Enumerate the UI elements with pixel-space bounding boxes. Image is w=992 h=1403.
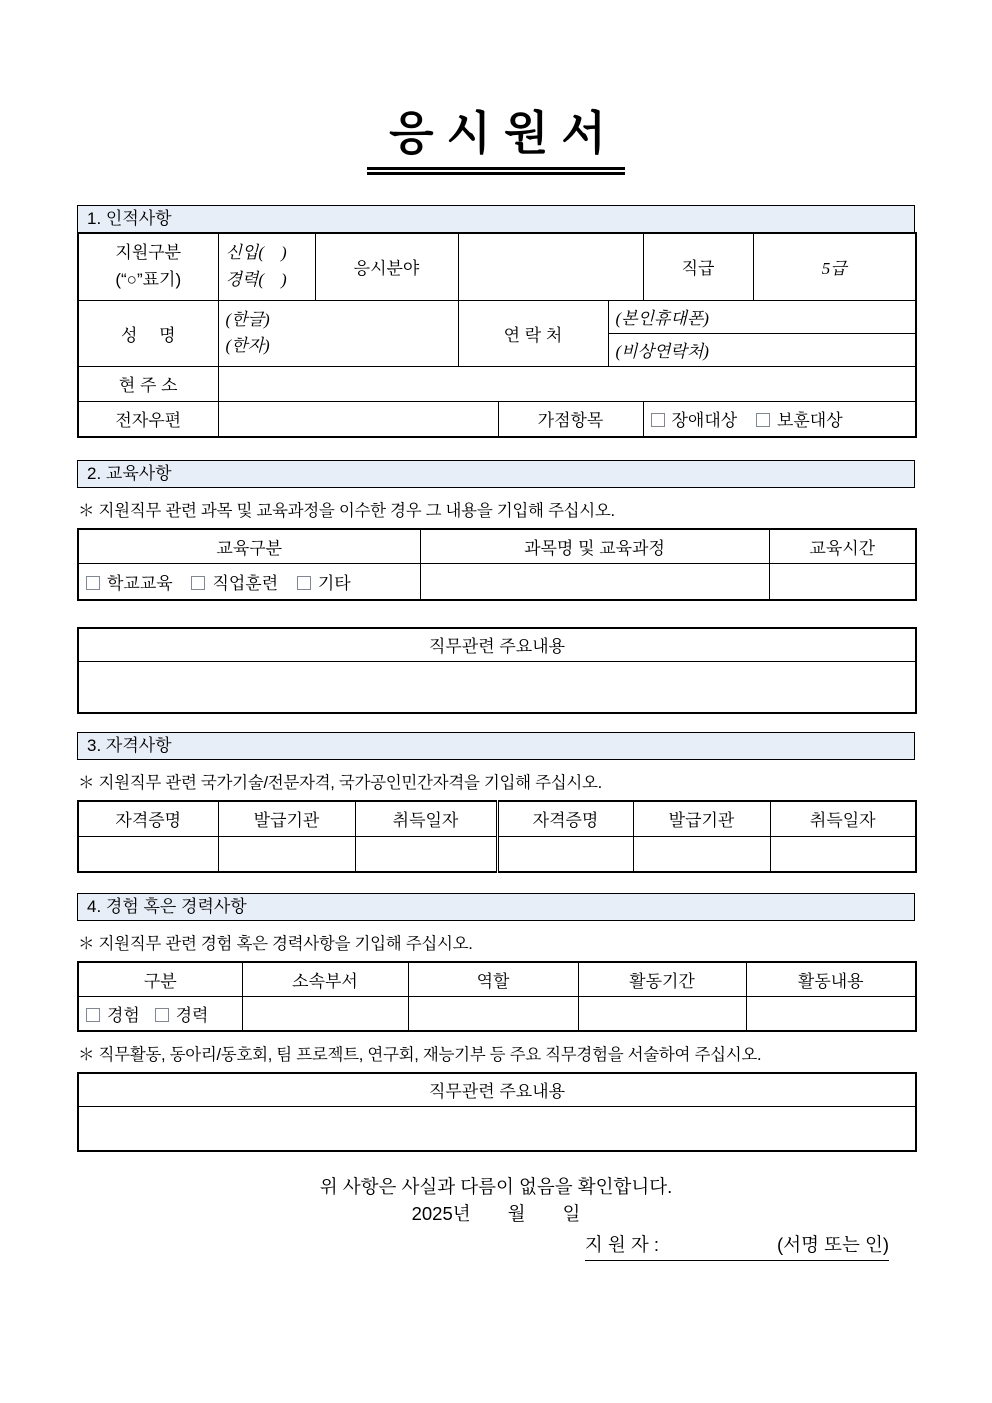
qualification-date-input-2[interactable] <box>770 836 916 872</box>
bonus-options-cell <box>643 401 916 437</box>
footer <box>77 1174 915 1262</box>
qualification-cert-input-2[interactable] <box>497 836 633 872</box>
grade-label: 직급 <box>643 233 753 301</box>
experience-col-role: 역할 <box>408 962 578 997</box>
name-label: 성 명 <box>78 300 218 366</box>
experience-summary-input-cell[interactable] <box>78 1106 916 1151</box>
applicant-label: 지 원 자 : <box>584 1234 660 1256</box>
email-label: 전자우편 <box>78 401 218 437</box>
personal-info-table <box>77 232 917 438</box>
education-col-hours: 교육시간 <box>769 529 916 564</box>
experience-role-input[interactable] <box>408 996 578 1031</box>
confirmation-text: 위 사항은 사실과 다름이 없음을 확인합니다. <box>319 1175 673 1197</box>
education-option-other <box>297 574 351 593</box>
apply-type-label: 지원구분 (“○”표기) <box>78 233 218 301</box>
qualification-date-input-1[interactable] <box>355 836 497 872</box>
qualification-issuer-input-1[interactable] <box>218 836 355 872</box>
contact-label: 연 락 처 <box>458 300 608 366</box>
education-course-input-cell[interactable] <box>420 563 769 600</box>
qualification-col-cert-1: 자격증명 <box>78 801 218 837</box>
education-summary-box <box>77 627 917 714</box>
education-option-school <box>86 574 173 593</box>
qualification-issuer-input-2[interactable] <box>633 836 770 872</box>
vocational-training-label: 직업훈련 <box>212 573 279 593</box>
bonus-option-veteran <box>756 411 843 430</box>
experience-col-type: 구분 <box>78 962 242 997</box>
field-label: 응시분야 <box>315 233 458 301</box>
experience-period-input[interactable] <box>578 996 746 1031</box>
other-education-checkbox[interactable] <box>297 576 311 590</box>
disability-label: 장애대상 <box>671 411 738 431</box>
signature-note: (서명 또는 인) <box>777 1234 889 1256</box>
education-col-course: 과목명 및 교육과정 <box>420 529 769 564</box>
section-header-education: 2. 교육사항 <box>77 460 915 488</box>
experience-table <box>77 961 917 1032</box>
education-table <box>77 528 917 601</box>
education-type-options-cell <box>78 563 420 600</box>
signature-row <box>77 1231 915 1261</box>
section-header-qualification: 3. 자격사항 <box>77 732 915 760</box>
contact-mobile-cell[interactable]: (본인휴대폰) <box>608 300 916 333</box>
experience-col-detail: 활동내용 <box>746 962 916 997</box>
name-hangul-label: (한글) <box>225 309 270 329</box>
education-summary-title: 직무관련 주요내용 <box>78 628 916 662</box>
contact-emergency-cell[interactable]: (비상연락처) <box>608 333 916 366</box>
disability-checkbox[interactable] <box>651 413 665 427</box>
qualification-col-issuer-1: 발급기관 <box>218 801 355 837</box>
signature-line <box>585 1231 889 1261</box>
qualification-cert-input-1[interactable] <box>78 836 218 872</box>
school-education-checkbox[interactable] <box>86 576 100 590</box>
address-input-cell[interactable] <box>218 366 916 401</box>
career-label: 경력 <box>175 1005 209 1025</box>
page-title-text: 응시원서 <box>367 106 625 175</box>
career-checkbox[interactable] <box>155 1008 169 1022</box>
qualification-note: ＊ 지원직무 관련 국가기술/전문자격, 국가공인민간자격을 기입해 주십시오. <box>78 773 602 792</box>
date-line: 2025년 월 일 <box>411 1202 581 1224</box>
section-header-experience: 4. 경험 혹은 경력사항 <box>77 893 915 921</box>
qualification-table <box>77 800 917 873</box>
veteran-label: 보훈대상 <box>776 411 843 431</box>
qualification-col-date-2: 취득일자 <box>770 801 916 837</box>
experience-label: 경험 <box>107 1005 140 1025</box>
experience-summary-box <box>77 1072 917 1152</box>
address-label: 현 주 소 <box>78 366 218 401</box>
experience-type-options-cell <box>78 996 242 1031</box>
field-input-cell[interactable] <box>458 233 643 301</box>
education-hours-input-cell[interactable] <box>769 563 916 600</box>
bonus-label: 가점항목 <box>498 401 643 437</box>
education-col-type: 교육구분 <box>78 529 420 564</box>
education-summary-input-cell[interactable] <box>78 661 916 713</box>
bonus-option-disability <box>651 411 738 430</box>
education-option-vocational <box>191 574 278 593</box>
section-header-personal: 1. 인적사항 <box>77 205 915 233</box>
qualification-col-issuer-2: 발급기관 <box>633 801 770 837</box>
school-education-label: 학교교육 <box>107 573 173 593</box>
experience-col-period: 활동기간 <box>578 962 746 997</box>
experience-note2: ＊ 직무활동, 동아리/동호회, 팀 프로젝트, 연구회, 재능기부 등 주요 직무경험을 서술하여 주십시오. <box>78 1045 762 1064</box>
education-note: ＊ 지원직무 관련 과목 및 교육과정을 이수한 경우 그 내용을 기입해 주십시오. <box>78 501 615 520</box>
grade-value: 5급 <box>753 233 916 301</box>
experience-option-career <box>155 1006 209 1025</box>
name-input-cell[interactable] <box>218 300 458 366</box>
veteran-checkbox[interactable] <box>756 413 770 427</box>
experience-detail-input[interactable] <box>746 996 916 1031</box>
experience-note: ＊ 지원직무 관련 경험 혹은 경력사항을 기입해 주십시오. <box>78 934 473 953</box>
experience-col-department: 소속부서 <box>242 962 408 997</box>
experience-summary-title: 직무관련 주요내용 <box>78 1073 916 1107</box>
qualification-col-cert-2: 자격증명 <box>497 801 633 837</box>
apply-type-options[interactable]: 신입( ) 경력( ) <box>218 233 315 301</box>
vocational-training-checkbox[interactable] <box>191 576 205 590</box>
email-input-cell[interactable] <box>218 401 498 437</box>
experience-option-experience <box>86 1006 140 1025</box>
experience-department-input[interactable] <box>242 996 408 1031</box>
name-hanja-label: (한자) <box>225 336 270 356</box>
other-education-label: 기타 <box>317 573 351 593</box>
qualification-col-date-1: 취득일자 <box>355 801 497 837</box>
experience-checkbox[interactable] <box>86 1008 100 1022</box>
page-title <box>77 0 915 175</box>
